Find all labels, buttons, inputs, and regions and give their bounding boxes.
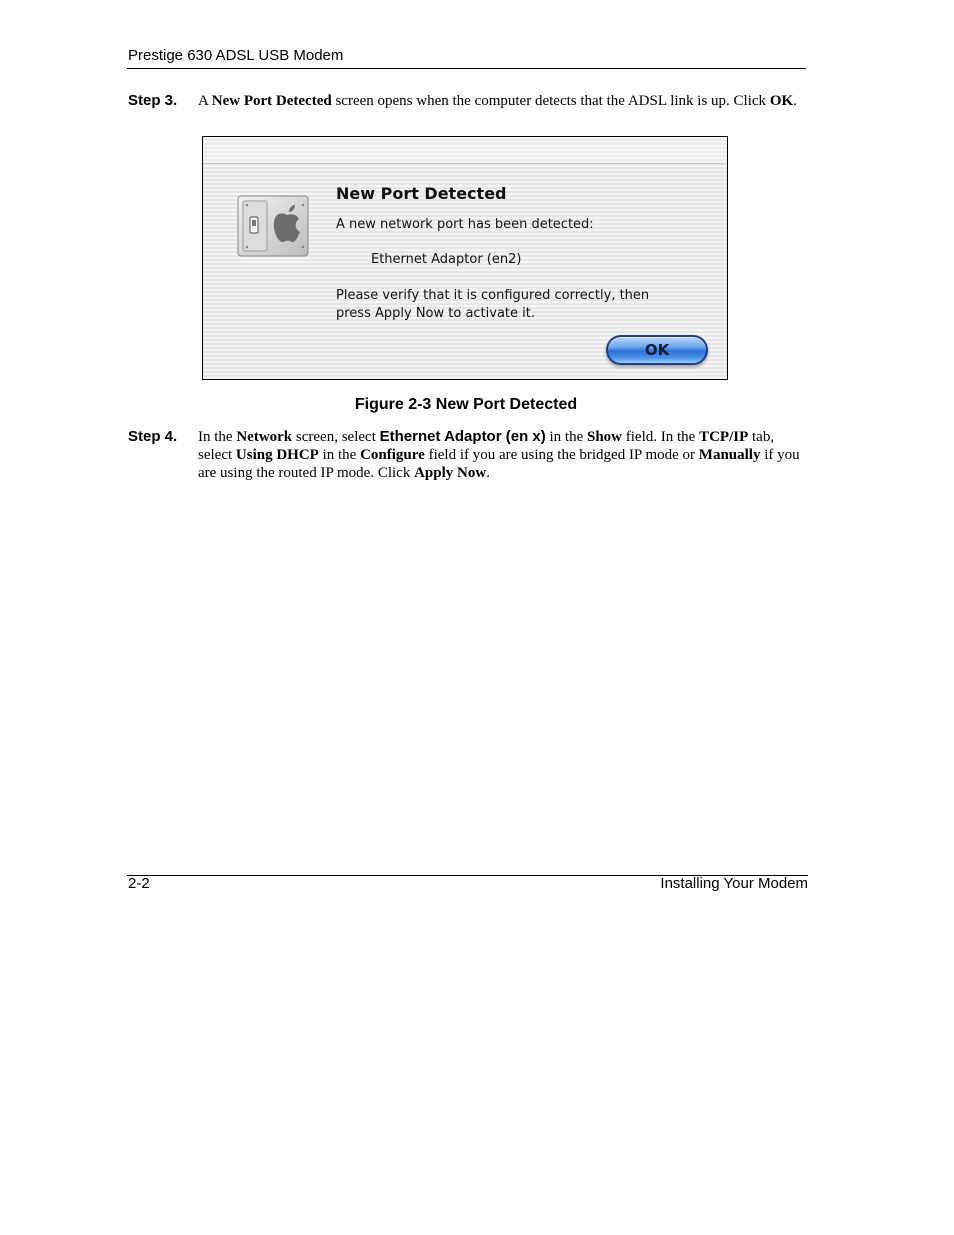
- step-4-text: [198, 428, 808, 482]
- ok-button[interactable]: OK: [606, 335, 708, 365]
- step-4-bold-network: Network: [236, 429, 293, 445]
- dialog-instruction-line-2: press Apply Now to activate it.: [336, 306, 535, 321]
- step-4-text-9: .: [486, 465, 490, 481]
- step-4-text-2: screen, select: [292, 429, 380, 445]
- step-3-bold-ok: OK: [769, 93, 794, 109]
- step-3-text-3: .: [793, 93, 797, 109]
- figure-caption: Figure 2-3 New Port Detected: [354, 396, 578, 413]
- page-number: 2-2: [128, 875, 150, 892]
- step-3-bold-screen: New Port Detected: [211, 93, 332, 109]
- step-4-text-1: In the: [198, 429, 237, 445]
- dialog-heading: New Port Detected: [336, 184, 507, 203]
- step-4-text-4: field. In the: [622, 429, 700, 445]
- detected-port-name: Ethernet Adaptor (en2): [371, 252, 522, 267]
- step-3-text: [198, 92, 808, 110]
- step-4-bold-tcpip: TCP/IP: [699, 429, 749, 445]
- header-divider: [127, 68, 806, 69]
- chapter-title: Installing Your Modem: [660, 875, 808, 892]
- step-4-text-8: if you are using the routed IP mode. Click: [198, 447, 800, 481]
- step-4-text-7: field if you are using the bridged IP mode or: [424, 447, 699, 463]
- network-preferences-icon: [237, 195, 309, 257]
- step-3-text-2: screen opens when the computer detects that the ADSL link is up. Click: [331, 93, 770, 109]
- step-3-label: Step 3.: [128, 92, 178, 109]
- step-4-label: Step 4.: [128, 428, 178, 445]
- new-port-detected-dialog: [202, 136, 728, 380]
- step-4-bold-manually: Manually: [698, 447, 761, 463]
- step-4-bold-adaptor: Ethernet Adaptor (en x): [379, 428, 546, 445]
- page-header-title: Prestige 630 ADSL USB Modem: [128, 47, 344, 64]
- step-4-bold-apply-now: Apply Now: [414, 465, 487, 481]
- step-4-bold-dhcp: Using DHCP: [235, 447, 319, 463]
- step-4-bold-show: Show: [586, 429, 623, 445]
- step-3-text-1: A: [198, 93, 212, 109]
- step-4-text-5: tab, select: [198, 429, 775, 463]
- dialog-titlebar: [203, 137, 727, 164]
- dialog-message: A new network port has been detected:: [336, 217, 594, 232]
- step-4-text-6: in the: [318, 447, 361, 463]
- step-4-text-3: in the: [545, 429, 587, 445]
- step-4-bold-configure: Configure: [360, 447, 425, 463]
- dialog-instruction-line-1: Please verify that it is configured correctly, then: [336, 288, 650, 303]
